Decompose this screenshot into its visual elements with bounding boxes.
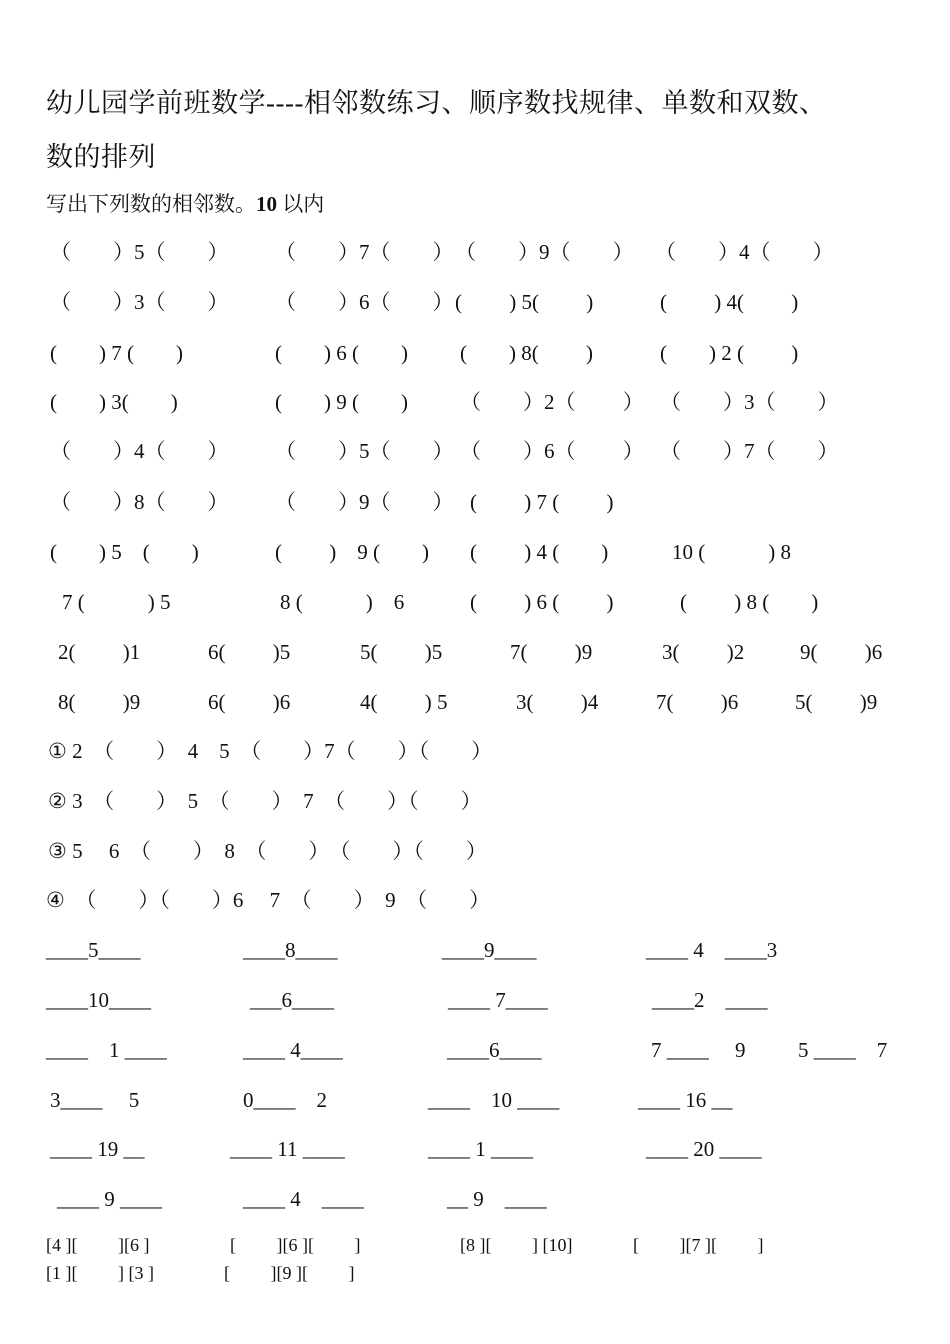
exercise-item: 7( )6 bbox=[656, 690, 739, 714]
exercise-row bbox=[0, 635, 950, 669]
exercise-item: ____ 11 ____ bbox=[230, 1137, 345, 1161]
instruction bbox=[46, 187, 324, 221]
bracket-item: [ ][6 ][ ] bbox=[230, 1235, 361, 1255]
exercise-item: ( ) 2 ( ) bbox=[660, 341, 799, 365]
exercise-item: （ ）5（ ） bbox=[50, 240, 229, 264]
exercise-item: ____ 7____ bbox=[448, 988, 548, 1012]
exercise-item: （ ）3（ ） bbox=[660, 390, 839, 414]
exercise-item: 8 ( ) 6 bbox=[280, 590, 405, 614]
exercise-row bbox=[0, 933, 950, 967]
exercise-item: ____ 19 __ bbox=[50, 1137, 145, 1161]
exercise-item: （ ）6（ ） bbox=[460, 439, 644, 463]
exercise-row bbox=[0, 1182, 950, 1216]
exercise-item: （ ）9（ ） bbox=[455, 240, 634, 264]
exercise-row bbox=[0, 336, 950, 370]
exercise-item: ( ) 9 ( ) bbox=[275, 390, 408, 414]
exercise-item: ___6____ bbox=[250, 988, 334, 1012]
exercise-item: ③ 5 6 （ ） 8 （ ） （ ）（ ） bbox=[48, 839, 487, 863]
exercise-item: （ ）7（ ） bbox=[275, 240, 454, 264]
exercise-row bbox=[0, 485, 950, 519]
exercise-item: ____6____ bbox=[447, 1038, 542, 1062]
exercise-item: ____ 4____ bbox=[243, 1038, 343, 1062]
exercise-item: （ ）9（ ） bbox=[275, 490, 454, 514]
bracket-item: [1 ][ ] [3 ] bbox=[46, 1263, 154, 1283]
exercise-row bbox=[0, 1132, 950, 1166]
exercise-row bbox=[0, 535, 950, 569]
exercise-row bbox=[0, 385, 950, 419]
title-line-2: 数的排列 bbox=[46, 142, 156, 172]
exercise-item: 8( )9 bbox=[58, 690, 141, 714]
exercise-item: 2( )1 bbox=[58, 640, 141, 664]
exercise-item: ____ 10 ____ bbox=[428, 1088, 560, 1112]
exercise-item: 6( )5 bbox=[208, 640, 291, 664]
exercise-item: ② 3 （ ） 5 （ ） 7 （ ）（ ） bbox=[48, 789, 482, 813]
exercise-item: ____ 20 ____ bbox=[646, 1137, 762, 1161]
exercise-item: ( ) 7 ( ) bbox=[50, 341, 183, 365]
exercise-item: 5( )5 bbox=[360, 640, 443, 664]
exercise-item: 7( )9 bbox=[510, 640, 593, 664]
title-line-1: 幼儿园学前班数学----相邻数练习、顺序数找规律、单数和双数、 bbox=[46, 88, 827, 118]
exercise-row bbox=[0, 983, 950, 1017]
exercise-row bbox=[0, 585, 950, 619]
exercise-row bbox=[0, 235, 950, 269]
exercise-item: ____ 4 ____3 bbox=[646, 938, 778, 962]
exercise-item: 0____ 2 bbox=[243, 1088, 327, 1112]
exercise-row bbox=[0, 883, 950, 917]
exercise-item: 7 ( ) 5 bbox=[62, 590, 171, 614]
exercise-item: ____10____ bbox=[46, 988, 151, 1012]
instruction-number: 10 bbox=[256, 192, 277, 216]
exercise-item: （ ）8（ ） bbox=[50, 490, 229, 514]
bracket-row bbox=[0, 1231, 950, 1259]
instruction-text: 写出下列数的相邻数。 bbox=[46, 192, 256, 216]
exercise-item: ( ) 5 ( ) bbox=[50, 540, 199, 564]
exercise-row bbox=[0, 1033, 950, 1067]
exercise-item: 3( )4 bbox=[516, 690, 599, 714]
exercise-item: ____9____ bbox=[442, 938, 537, 962]
exercise-item: （ ）3（ ） bbox=[50, 290, 229, 314]
exercise-item: __ 9 ____ bbox=[447, 1187, 547, 1211]
exercise-item: 4( ) 5 bbox=[360, 690, 448, 714]
exercise-item: （ ）5（ ） bbox=[275, 439, 454, 463]
exercise-row bbox=[0, 285, 950, 319]
exercise-item: 3____ 5 bbox=[50, 1088, 140, 1112]
exercise-item: （ ）4（ ） bbox=[50, 439, 229, 463]
exercise-item: ____2 ____ bbox=[652, 988, 768, 1012]
exercise-item: ( ) 9 ( ) bbox=[275, 540, 429, 564]
exercise-item: ( ) 7 ( ) bbox=[470, 490, 614, 514]
bracket-item: [ ][7 ][ ] bbox=[633, 1235, 764, 1255]
exercise-item: ( ) 5( ) bbox=[455, 290, 594, 314]
exercise-item: 3( )2 bbox=[662, 640, 745, 664]
exercise-item: （ ）7（ ） bbox=[660, 439, 839, 463]
exercise-item: ____8____ bbox=[243, 938, 338, 962]
exercise-item: ( ) 6 ( ) bbox=[470, 590, 614, 614]
exercise-row bbox=[0, 734, 950, 768]
exercise-item: ____5____ bbox=[46, 938, 141, 962]
exercise-item: （ ）4（ ） bbox=[655, 240, 834, 264]
exercise-item: ( ) 8( ) bbox=[460, 341, 593, 365]
exercise-item: ____ 4 ____ bbox=[243, 1187, 364, 1211]
exercise-item: （ ）6（ ） bbox=[275, 290, 454, 314]
bracket-item: [8 ][ ] [10] bbox=[460, 1235, 573, 1255]
exercise-item: ( ) 4 ( ) bbox=[470, 540, 609, 564]
exercise-row bbox=[0, 784, 950, 818]
bracket-item: [4 ][ ][6 ] bbox=[46, 1235, 150, 1255]
page-title bbox=[46, 76, 906, 184]
exercise-item: 6( )6 bbox=[208, 690, 291, 714]
exercise-item: ____ 1 ____ bbox=[46, 1038, 167, 1062]
exercise-item: 10 ( ) 8 bbox=[672, 540, 791, 564]
bracket-row bbox=[0, 1259, 950, 1287]
exercise-item: ____ 9 ____ bbox=[57, 1187, 162, 1211]
exercise-item: ____ 16 __ bbox=[638, 1088, 733, 1112]
exercise-item: ① 2 （ ） 4 5 （ ）7（ ）（ ） bbox=[48, 739, 493, 763]
exercise-item: ( ) 8 ( ) bbox=[680, 590, 819, 614]
exercise-row bbox=[0, 1083, 950, 1117]
exercise-item: （ ）2（ ） bbox=[460, 390, 644, 414]
exercise-item: 5 ____ 7 bbox=[798, 1038, 888, 1062]
exercise-item: 9( )6 bbox=[800, 640, 883, 664]
exercise-item: ____ 1 ____ bbox=[428, 1137, 533, 1161]
exercise-row bbox=[0, 834, 950, 868]
exercise-item: ( ) 6 ( ) bbox=[275, 341, 408, 365]
exercise-item: ④ （ ）（ ）6 7 （ ） 9 （ ） bbox=[46, 888, 491, 912]
exercise-row bbox=[0, 434, 950, 468]
instruction-suffix: 以内 bbox=[277, 192, 325, 216]
exercise-item: 5( )9 bbox=[795, 690, 878, 714]
exercise-item: ( ) 3( ) bbox=[50, 390, 178, 414]
exercise-item: ( ) 4( ) bbox=[660, 290, 799, 314]
exercise-item: 7 ____ 9 bbox=[651, 1038, 746, 1062]
bracket-item: [ ][9 ][ ] bbox=[224, 1263, 355, 1283]
exercise-row bbox=[0, 685, 950, 719]
